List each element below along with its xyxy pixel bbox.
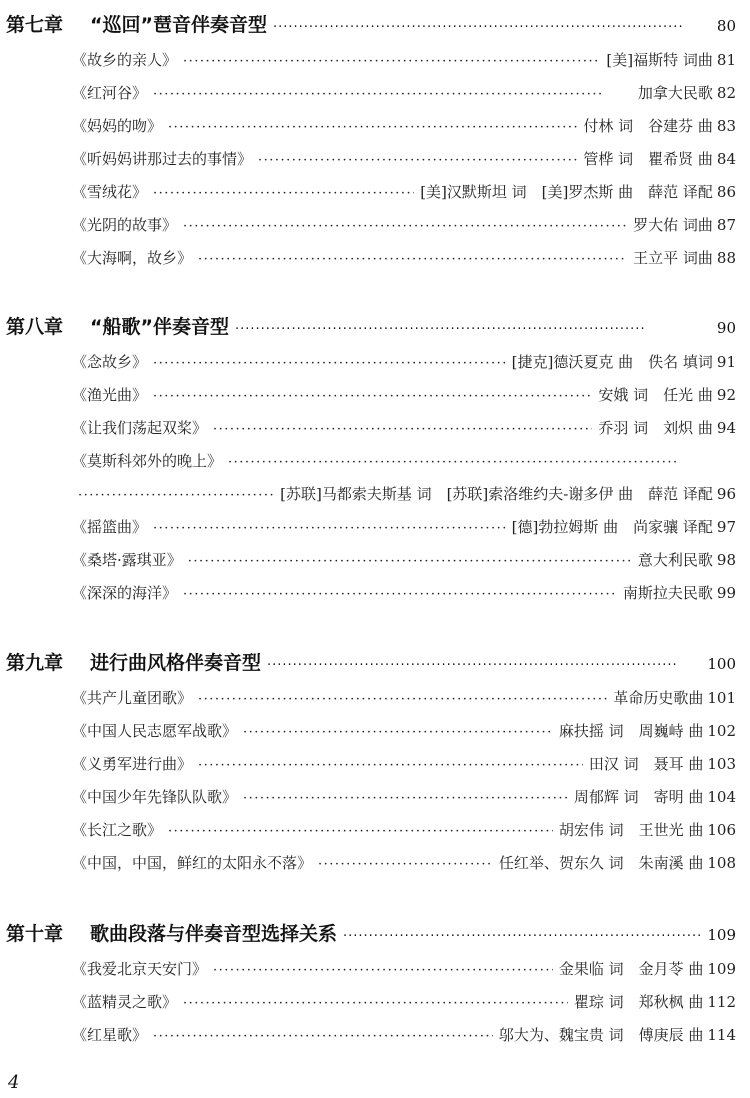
song-credit: 乔羽 词 刘炽 曲	[598, 419, 713, 437]
song-title: 《中国少年先锋队队歌》	[72, 788, 238, 806]
dot-leader	[198, 758, 583, 773]
entry-page: 114	[707, 1026, 736, 1044]
dot-leader	[228, 455, 736, 470]
dot-leader	[343, 929, 701, 944]
chapter-page: 90	[716, 319, 736, 337]
toc-entry	[72, 852, 736, 878]
song-title: 《摇篮曲》	[72, 518, 148, 536]
toc-entry	[72, 450, 736, 476]
song-credit: 王立平 词曲	[633, 249, 713, 267]
song-title: 《让我们荡起双桨》	[72, 419, 208, 437]
chapter-heading	[6, 10, 736, 40]
toc-entry	[72, 148, 736, 174]
song-credit: [苏联]马都索夫斯基 词 [苏联]索洛维约夫-谢多伊 曲 薛范 译配	[280, 485, 713, 503]
song-credit: [美]汉默斯坦 词 [美]罗杰斯 曲 薛范 译配	[420, 183, 713, 201]
entry-page: 92	[716, 386, 736, 404]
entry-page: 99	[716, 584, 736, 602]
toc-entry	[72, 786, 736, 812]
dot-leader	[318, 857, 493, 872]
dot-leader	[198, 692, 607, 707]
entry-page: 101	[707, 689, 736, 707]
dot-leader	[153, 186, 414, 201]
song-credit: 罗大佑 词曲	[633, 216, 713, 234]
chapter-number: 第十章	[6, 923, 64, 945]
chapter-number: 第九章	[6, 652, 64, 674]
song-title: 《长江之歌》	[72, 821, 163, 839]
song-title: 《红星歌》	[72, 1026, 148, 1044]
dot-leader	[168, 120, 577, 135]
dot-leader	[243, 725, 553, 740]
toc-entry	[72, 214, 736, 240]
chapter-heading	[6, 312, 736, 342]
song-title: 《光阴的故事》	[72, 216, 178, 234]
dot-leader	[153, 1029, 493, 1044]
toc-entry	[72, 82, 736, 108]
entry-page: 86	[716, 183, 736, 201]
chapter-page: 109	[707, 926, 736, 944]
song-title: 《故乡的亲人》	[72, 51, 178, 69]
toc-entry	[72, 958, 736, 984]
dot-leader	[183, 587, 617, 602]
song-title: 《中国，中国，鲜红的太阳永不落》	[72, 854, 313, 872]
entry-page: 94	[716, 419, 736, 437]
entry-page: 84	[716, 150, 736, 168]
dot-leader	[198, 252, 627, 267]
chapter-heading	[6, 919, 736, 949]
song-title: 《深深的海洋》	[72, 584, 178, 602]
dot-leader	[153, 521, 506, 536]
toc-entry	[72, 181, 736, 207]
entry-page: 106	[707, 821, 736, 839]
dot-leader	[273, 20, 711, 35]
song-credit: [捷克]德沃夏克 曲 佚名 填词	[511, 353, 713, 371]
dot-leader	[78, 488, 274, 503]
chapter-number: 第八章	[6, 316, 64, 338]
chapter-title: “船歌”伴奏音型	[90, 316, 229, 338]
entry-page: 83	[716, 117, 736, 135]
toc-entry-continuation	[78, 483, 736, 509]
toc-entry	[72, 516, 736, 542]
song-title: 《渔光曲》	[72, 386, 148, 404]
dot-leader	[258, 153, 577, 168]
toc-entry	[72, 582, 736, 608]
dot-leader	[153, 389, 592, 404]
song-title: 《念故乡》	[72, 353, 148, 371]
song-title: 《中国人民志愿军战歌》	[72, 722, 238, 740]
chapter-title: 进行曲风格伴奏音型	[90, 652, 262, 674]
entry-page: 104	[707, 788, 736, 806]
song-credit: 南斯拉夫民歌	[622, 584, 713, 602]
song-credit: 意大利民歌	[637, 551, 713, 569]
chapter-heading	[6, 648, 736, 678]
song-credit: 田汉 词 聂耳 曲	[588, 755, 704, 773]
dot-leader	[243, 791, 568, 806]
toc-entry	[72, 720, 736, 746]
entry-page: 97	[716, 518, 736, 536]
song-credit: [美]福斯特 词曲	[606, 51, 713, 69]
toc-entry	[72, 549, 736, 575]
song-credit: 付林 词 谷建芬 曲	[583, 117, 713, 135]
song-credit: 麻扶摇 词 周巍峙 曲	[558, 722, 704, 740]
toc-entry	[72, 115, 736, 141]
toc-entry	[72, 351, 736, 377]
song-credit: 革命历史歌曲	[613, 689, 704, 707]
song-title: 《我爱北京天安门》	[72, 960, 208, 978]
entry-page: 96	[716, 485, 736, 503]
song-title: 《莫斯科郊外的晚上》	[72, 452, 223, 470]
song-title: 《雪绒花》	[72, 183, 148, 201]
dot-leader	[168, 824, 553, 839]
song-credit: [德]勃拉姆斯 曲 尚家骧 译配	[511, 518, 713, 536]
dot-leader	[183, 996, 568, 1011]
chapter-title: 歌曲段落与伴奏音型选择关系	[90, 923, 338, 945]
song-credit: 加拿大民歌	[637, 84, 713, 102]
dot-leader	[213, 963, 553, 978]
song-title: 《桑塔·露琪亚》	[72, 551, 182, 569]
chapter-number: 第七章	[6, 14, 64, 36]
chapter-page: 80	[716, 17, 736, 35]
song-title: 《义勇军进行曲》	[72, 755, 193, 773]
toc-entry	[72, 687, 736, 713]
entry-page: 102	[707, 722, 736, 740]
song-credit: 邬大为、魏宝贵 词 傅庚辰 曲	[498, 1026, 704, 1044]
entry-page: 98	[716, 551, 736, 569]
song-credit: 胡宏伟 词 王世光 曲	[558, 821, 704, 839]
toc-entry	[72, 49, 736, 75]
entry-page: 87	[716, 216, 736, 234]
entry-page: 82	[716, 84, 736, 102]
song-credit: 金果临 词 金月苓 曲	[558, 960, 704, 978]
song-title: 《大海啊，故乡》	[72, 249, 193, 267]
entry-page: 81	[716, 51, 736, 69]
chapter-title: “巡回”琶音伴奏音型	[90, 14, 267, 36]
page-number: 4	[8, 1072, 20, 1093]
toc-entry	[72, 753, 736, 779]
song-title: 《妈妈的吻》	[72, 117, 163, 135]
entry-page: 112	[707, 993, 736, 1011]
song-credit: 管桦 词 瞿希贤 曲	[583, 150, 713, 168]
song-credit: 任红举、贺东久 词 朱南溪 曲	[498, 854, 704, 872]
song-credit: 安娥 词 任光 曲	[598, 386, 713, 404]
song-title: 《共产儿童团歌》	[72, 689, 193, 707]
entry-page: 88	[716, 249, 736, 267]
toc-entry	[72, 819, 736, 845]
dot-leader	[267, 658, 701, 673]
toc-entry	[72, 417, 736, 443]
toc-entry	[72, 991, 736, 1017]
dot-leader	[153, 87, 632, 102]
song-credit: 周郁辉 词 寄明 曲	[573, 788, 704, 806]
dot-leader	[183, 54, 600, 69]
dot-leader	[213, 422, 592, 437]
entry-page: 108	[707, 854, 736, 872]
dot-leader	[188, 554, 632, 569]
toc-entry	[72, 1024, 736, 1050]
song-credit: 瞿琮 词 郑秋枫 曲	[573, 993, 704, 1011]
song-title: 《红河谷》	[72, 84, 148, 102]
chapter-page: 100	[707, 655, 736, 673]
dot-leader	[153, 356, 506, 371]
dot-leader	[235, 322, 711, 337]
entry-page: 91	[716, 353, 736, 371]
song-title: 《蓝精灵之歌》	[72, 993, 178, 1011]
toc-entry	[72, 384, 736, 410]
song-title: 《听妈妈讲那过去的事情》	[72, 150, 253, 168]
entry-page: 109	[707, 960, 736, 978]
toc-entry	[72, 247, 736, 273]
entry-page: 103	[707, 755, 736, 773]
dot-leader	[183, 219, 627, 234]
